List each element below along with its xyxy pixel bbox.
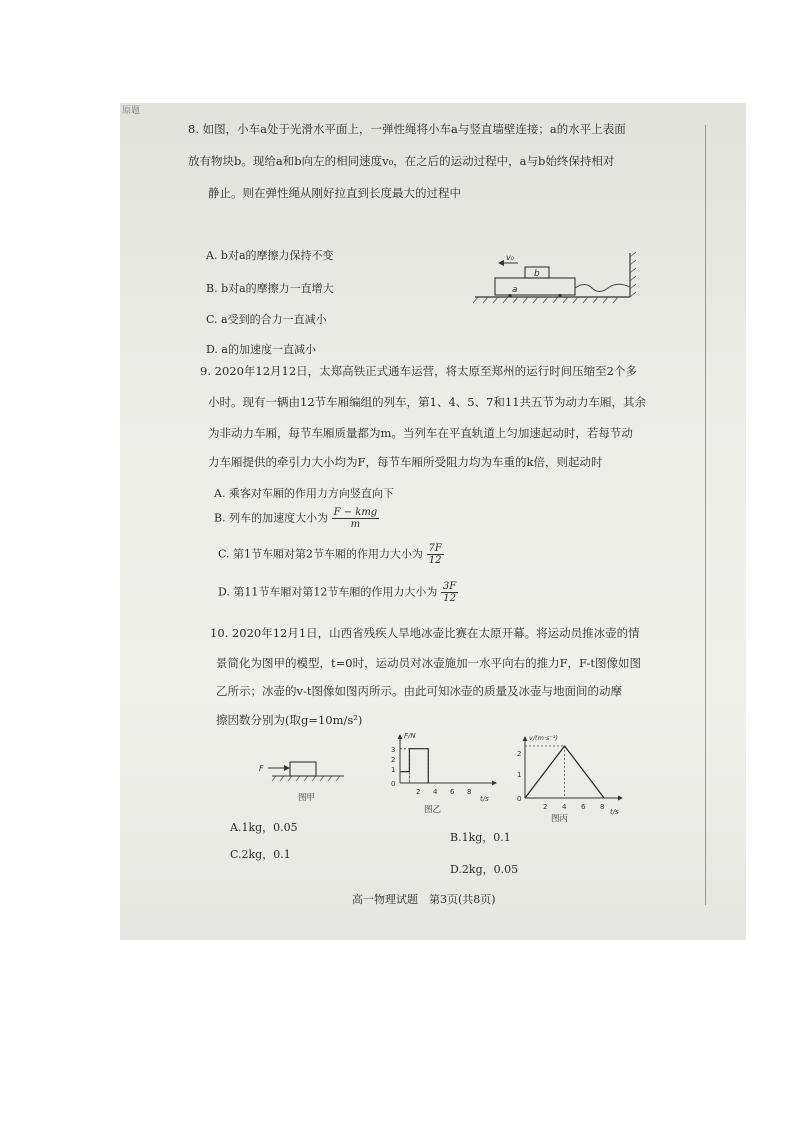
fig-bing-xtick-6: 6	[581, 803, 586, 811]
q8-option-d: D. a的加速度一直减小	[206, 343, 316, 356]
fig-yi-ytick-1: 1	[391, 766, 396, 774]
q9-line-4: 力车厢提供的牵引力大小均为F，每节车厢所受阻力均为车重的k倍，则起动时	[208, 455, 603, 469]
fig-yi-xlabel: t/s	[480, 795, 489, 803]
fig-yi-series-line	[400, 749, 428, 783]
fig-jia-force-label: F	[259, 764, 264, 773]
fig-yi-xtick-8: 8	[467, 788, 472, 796]
page-margin-rule	[705, 125, 706, 905]
cart-a	[495, 278, 575, 295]
fig-yi-ytick-3: 3	[391, 746, 396, 754]
q9-option-a: A. 乘客对车厢的作用力方向竖直向下	[214, 487, 394, 500]
fig-bing-caption: 图丙	[551, 814, 569, 823]
fig-jia	[250, 748, 350, 808]
fig-yi-caption: 图乙	[424, 805, 442, 815]
q9-line-3: 为非动力车厢，每节车厢质量都为m。当列车在平直轨道上匀加速起动时，若每节动	[208, 426, 633, 440]
fig-bing-x-arrow	[618, 796, 623, 801]
q8-a-label: a	[512, 285, 518, 295]
q8-option-a: A. b对a的摩擦力保持不变	[206, 249, 334, 262]
q8-line-3: 静止。则在弹性绳从刚好拉直到长度最大的过程中	[208, 186, 461, 200]
q9-option-d: D. 第11节车厢对第12节车厢的作用力大小为 $\frac{3F}{12}$	[218, 581, 457, 604]
fig-bing-ytick-0: 0	[517, 795, 522, 803]
fig-bing-xtick-4: 4	[562, 803, 567, 811]
q8-option-c: C. a受到的合力一直减小	[206, 313, 327, 326]
q8-figure	[470, 243, 650, 313]
fig-yi-x-arrow	[492, 781, 497, 786]
fig-bing-xtick-2: 2	[543, 803, 548, 811]
curling-stone-block	[290, 762, 316, 776]
fig-bing-xtick-8: 8	[600, 803, 605, 811]
fig-yi-xtick-4: 4	[433, 788, 438, 796]
fig-yi-y-arrow	[398, 734, 403, 739]
q8-v0-label: v₀	[506, 253, 514, 262]
fig-bing-y-arrow	[523, 736, 528, 741]
q9-option-b: B. 列车的加速度大小为 $\frac{\text{F − kmg}}{m}$	[214, 507, 378, 530]
q10-line-2: 景简化为图甲的模型，t=0时，运动员对冰壶施加一水平向右的推力F，F-t图像如图	[216, 656, 642, 670]
q9-d-fraction: $\frac{3F}{12}$	[442, 581, 457, 604]
fig-yi-xtick-6: 6	[450, 788, 455, 796]
q9-b-fraction: $\frac{\text{F − kmg}}{m}$	[333, 507, 378, 530]
q10-line-1: 10. 2020年12月1日，山西省残疾人旱地冰壶比赛在太原开幕。将运动员推冰壶的情	[210, 626, 640, 640]
fig-yi-ytick-0: 0	[391, 780, 396, 788]
q8-line-2: 放有物块b。现给a和b向左的相同速度v₀，在之后的运动过程中，a与b始终保持相对	[188, 154, 615, 168]
q8-b-label: b	[534, 269, 540, 279]
q9-line-1: 9. 2020年12月12日，太郑高铁正式通车运营，将太原至郑州的运行时间压缩至2个多	[200, 364, 637, 378]
page-footer: 高一物理试题 第3页(共8页)	[352, 893, 496, 906]
q10-line-4: 擦因数分别为(取g=10m/s²)	[216, 713, 363, 727]
q9-line-2: 小时。现有一辆由12节车厢编组的列车，第1、4、5、7和11共五节为动力车厢，其余	[208, 395, 647, 409]
fig-yi-ytick-2: 2	[391, 756, 396, 764]
q10-option-a: A.1kg，0.05	[230, 821, 298, 834]
fig-jia-caption: 图甲	[298, 793, 316, 803]
fig-yi-ylabel: F/N	[404, 732, 416, 740]
q9-c-fraction: $\frac{7F}{12}$	[428, 543, 442, 566]
fig-bing-ylabel: v/(m·s⁻¹)	[529, 734, 558, 742]
q8-line-1: 8. 如图，小车a处于光滑水平面上，一弹性绳将小车a与竖直墙壁连接；a的水平上表面	[188, 122, 626, 136]
fig-bing-chart	[513, 728, 653, 823]
fig-bing-xlabel: t/s	[610, 808, 619, 816]
q10-option-b: B.1kg，0.1	[450, 831, 511, 844]
exam-page-photo	[120, 103, 746, 940]
fig-yi-chart	[370, 728, 510, 818]
q10-option-c: C.2kg，0.1	[230, 848, 291, 861]
q8-option-b: B. b对a的摩擦力一直增大	[206, 282, 334, 295]
q9-option-c: C. 第1节车厢对第2节车厢的作用力大小为 $\frac{7F}{12}$	[218, 543, 442, 566]
fig-bing-ytick-2: 2	[517, 750, 522, 758]
q10-line-3: 乙所示；冰壶的v-t图像如图丙所示。由此可知冰壶的质量及冰壶与地面间的动摩	[216, 684, 622, 698]
fig-bing-ytick-1: 1	[517, 771, 522, 779]
top-edge-fragment: 原题	[122, 106, 141, 116]
q10-option-d: D.2kg，0.05	[450, 863, 519, 876]
fig-yi-xtick-2: 2	[416, 788, 421, 796]
